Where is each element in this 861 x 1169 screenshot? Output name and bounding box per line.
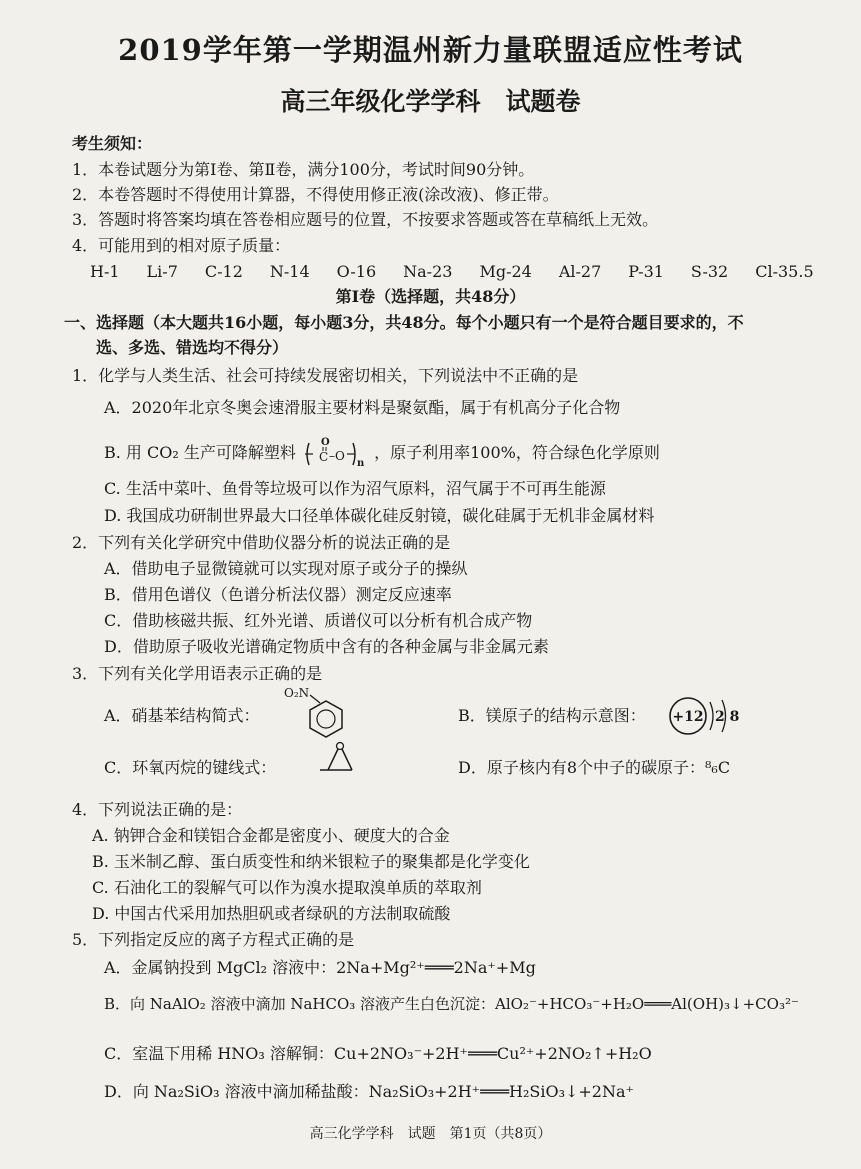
mass-li: Li-7	[146, 262, 178, 281]
q2-option-c: C．借助核磁共振、红外光谱、质谱仪可以分析有机合成产物	[104, 611, 533, 630]
q2-option-a: A．借助电子显微镜就可以实现对原子或分子的操纵	[104, 559, 468, 578]
electron-shells: 2 8	[715, 709, 740, 725]
page-footer: 高三化学学科 试题 第1页（共8页）	[309, 1126, 552, 1142]
svg-text:n: n	[356, 458, 365, 467]
q3-option-a: A．硝基苯结构简式：	[104, 706, 260, 725]
mass-mg: Mg-24	[479, 262, 532, 281]
q5-option-b: B．向 NaAlO₂ 溶液中滴加 NaHCO₃ 溶液产生白色沉淀：AlO₂⁻+HCO₃⁻+H₂O═══Al(OH)₃↓+CO₃²⁻	[104, 995, 799, 1013]
part1-title: 第Ⅰ卷（选择题，共48分）	[335, 287, 526, 306]
mass-h: H-1	[90, 262, 120, 281]
polycarbonate-structure-icon	[303, 437, 367, 467]
q3-option-c: C．环氧丙烷的键线式：	[104, 758, 277, 777]
q4-option-a: A. 钠钾合金和镁铝合金都是密度小、硬度大的合金	[92, 826, 450, 845]
section-instructions-line2: 选、多选、错选均不得分）	[96, 338, 289, 357]
q1-option-b-suffix: ，原子利用率100%，符合绿色化学原则	[374, 443, 660, 462]
notice-item-3: 3．答题时将答案均填在答卷相应题号的位置，不按要求答题或答在草稿纸上无效。	[72, 210, 659, 229]
nitro-group-label: O₂N	[284, 686, 310, 700]
mass-cl: Cl-35.5	[755, 262, 814, 281]
svg-text:O: O	[320, 437, 330, 448]
nitrobenzene-structure-icon	[282, 683, 352, 739]
nucleus-charge: +12	[672, 709, 704, 725]
notice-item-2: 2．本卷答题时不得使用计算器，不得使用修正液(涂改液)、修正带。	[72, 185, 559, 204]
q5-option-d: D．向 Na₂SiO₃ 溶液中滴加稀盐酸：Na₂SiO₃+2H⁺═══H₂SiO₃↓+2Na⁺	[104, 1082, 634, 1101]
notice-item-4: 4．可能用到的相对原子质量：	[72, 236, 291, 255]
q1-option-d: D. 我国成功研制世界最大口径单体碳化硅反射镜，碳化硅属于无机非金属材料	[104, 506, 655, 525]
q2-option-d: D．借助原子吸收光谱确定物质中含有的各种金属与非金属元素	[104, 637, 549, 656]
mass-s: S-32	[690, 262, 729, 281]
svg-text:C: C	[318, 450, 329, 464]
notice-item-1: 1．本卷试题分为第Ⅰ卷、第Ⅱ卷，满分100分，考试时间90分钟。	[72, 160, 535, 179]
q1-option-b-prefix: B. 用 CO₂ 生产可降解塑料	[104, 443, 296, 462]
q4-option-d: D. 中国古代采用加热胆矾或者绿矾的方法制取硫酸	[92, 904, 451, 923]
q1-option-a: A．2020年北京冬奥会速滑服主要材料是聚氨酯，属于有机高分子化合物	[104, 398, 621, 417]
notice-heading: 考生须知：	[72, 134, 153, 153]
q3-option-b: B．镁原子的结构示意图：	[458, 706, 646, 725]
q4-stem: 4．下列说法正确的是：	[72, 800, 243, 819]
mass-c: C-12	[204, 262, 243, 281]
q1-option-c: C. 生活中菜叶、鱼骨等垃圾可以作为沼气原料，沼气属于不可再生能源	[104, 479, 606, 498]
q3-option-d: D．原子核内有8个中子的碳原子：⁸₆C	[458, 758, 731, 777]
q2-stem: 2．下列有关化学研究中借助仪器分析的说法正确的是	[72, 533, 451, 552]
q5-option-c: C．室温下用稀 HNO₃ 溶解铜：Cu+2NO₃⁻+2H⁺═══Cu²⁺+2NO₂↑+H₂O	[104, 1044, 652, 1063]
q5-stem: 5．下列指定反应的离子方程式正确的是	[72, 930, 355, 949]
mass-na: Na-23	[403, 262, 453, 281]
mass-o: O-16	[336, 262, 377, 281]
epoxypropane-structure-icon	[318, 740, 362, 776]
q2-option-b: B．借用色谱仪（色谱分析法仪器）测定反应速率	[104, 585, 452, 604]
q3-stem: 3．下列有关化学用语表示正确的是	[72, 664, 323, 683]
svg-text:–O: –O	[328, 449, 345, 463]
exam-title: 2019学年第一学期温州新力量联盟适应性考试	[118, 33, 743, 67]
mass-n: N-14	[269, 262, 310, 281]
magnesium-atom-diagram-icon	[666, 692, 746, 740]
q5-option-a: A．金属钠投到 MgCl₂ 溶液中：2Na+Mg²⁺═══2Na⁺+Mg	[104, 958, 536, 977]
section-instructions-line1: 一、选择题（本大题共16小题，每小题3分，共48分。每个小题只有一个是符合题目要求的，不	[64, 313, 744, 332]
q1-stem: 1．化学与人类生活、社会可持续发展密切相关，下列说法中不正确的是	[72, 366, 579, 385]
exam-subtitle: 高三年级化学学科 试题卷	[280, 87, 581, 116]
q4-option-b: B. 玉米制乙醇、蛋白质变性和纳米银粒子的聚集都是化学变化	[92, 852, 530, 871]
mass-al: Al-27	[558, 262, 602, 281]
mass-p: P-31	[628, 262, 664, 281]
q1-option-b	[104, 437, 660, 467]
q4-option-c: C. 石油化工的裂解气可以作为溴水提取溴单质的萃取剂	[92, 878, 482, 897]
atomic-masses	[90, 262, 814, 282]
